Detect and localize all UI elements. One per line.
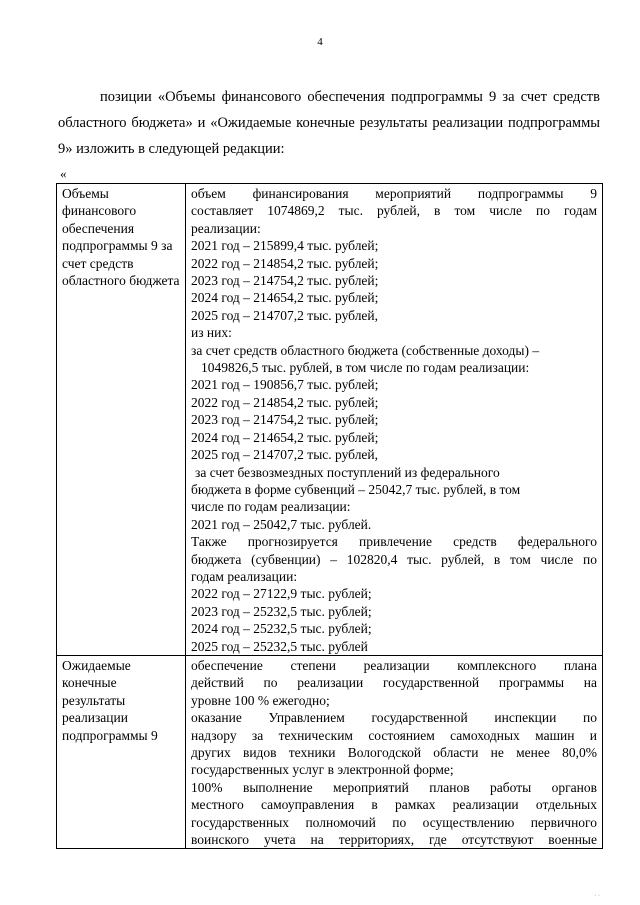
page-number: 4 xyxy=(317,36,323,48)
scan-mark: · · xyxy=(594,893,600,899)
financing-line: годам реализации: xyxy=(191,568,298,584)
financing-line: 2022 год – 27122,9 тыс. рублей; xyxy=(191,586,372,602)
financing-line: 2023 год – 214754,2 тыс. рублей; xyxy=(191,412,379,428)
financing-line: 2025 год – 214707,2 тыс. рублей, xyxy=(191,447,379,463)
open-quote: « xyxy=(60,166,67,181)
results-line: государственных услуг в электронной форме; xyxy=(191,762,454,778)
intro-paragraph xyxy=(58,84,600,162)
financing-line: 2021 год – 25042,7 тыс. рублей. xyxy=(191,516,372,532)
results-content xyxy=(186,655,603,848)
financing-line: бюджета в форме субвенций – 25042,7 тыс. рублей, в том xyxy=(191,481,521,497)
financing-line: составляет 1074869,2 тыс. рублей, в том числе по годам xyxy=(191,203,597,219)
subprogram-table xyxy=(56,183,603,849)
table-row-results xyxy=(57,655,603,848)
financing-line: 2024 год – 25232,5 тыс. рублей; xyxy=(191,621,372,637)
financing-line: 2025 год – 214707,2 тыс. рублей, xyxy=(191,307,379,323)
table-row-financing xyxy=(57,184,603,656)
financing-line: 2023 год – 214754,2 тыс. рублей; xyxy=(191,273,379,289)
financing-line: 2021 год – 190856,7 тыс. рублей; xyxy=(191,377,379,393)
financing-line: 2021 год – 215899,4 тыс. рублей; xyxy=(191,238,379,254)
financing-line: 1049826,5 тыс. рублей, в том числе по годам реализации: xyxy=(201,360,530,376)
results-line: действий по реализации государственной программы на xyxy=(191,675,597,691)
results-label: Ожидаемые конечные результаты реализации подпрограммы 9 xyxy=(57,655,186,848)
financing-label: Объемы финансового обеспечения подпрограммы 9 за счет средств областного бюджета xyxy=(57,184,186,656)
intro-text: позиции «Объемы финансового обеспечения подпрограммы 9 за счет средств областного бюджета» и «Ожидаемые конечные результаты реализации подпрограммы 9» изложить в следующей редакции: xyxy=(58,89,600,157)
financing-line: бюджета (субвенции) – 102820,4 тыс. рублей, в том числе по xyxy=(191,551,597,567)
financing-content xyxy=(186,184,603,656)
results-line: других видов техники Вологодской области не менее 80,0% xyxy=(191,745,597,760)
financing-line: числе по годам реализации: xyxy=(191,499,351,515)
financing-line: из них: xyxy=(191,325,232,341)
financing-line: за счет средств областного бюджета (собственные доходы) – xyxy=(191,342,540,358)
financing-line: реализации: xyxy=(191,220,261,236)
results-line: местного самоуправления в рамках реализации отдельных xyxy=(191,797,597,813)
financing-line: 2024 год – 214654,2 тыс. рублей; xyxy=(191,429,379,445)
financing-line: за счет безвозмездных поступлений из федерального xyxy=(195,464,500,480)
results-line: надзору за техническим состоянием самоходных машин и xyxy=(191,727,597,743)
results-line: 100% выполнение мероприятий планов работы органов xyxy=(191,779,597,795)
financing-line: Также прогнозируется привлечение средств федерального xyxy=(191,534,597,550)
financing-line: 2022 год – 214854,2 тыс. рублей; xyxy=(191,255,379,271)
results-line: обеспечение степени реализации комплексного плана xyxy=(191,657,597,673)
financing-line: 2023 год – 25232,5 тыс. рублей; xyxy=(191,603,372,619)
results-line: государственных полномочий по осуществлению первичного xyxy=(191,814,597,830)
financing-line: 2024 год – 214654,2 тыс. рублей; xyxy=(191,290,379,306)
results-line: воинского учета на территориях, где отсутствуют военные xyxy=(191,832,597,848)
financing-line: 2025 год – 25232,5 тыс. рублей xyxy=(191,638,368,654)
financing-line: объем финансирования мероприятий подпрограммы 9 xyxy=(191,186,597,201)
financing-line: 2022 год – 214854,2 тыс. рублей; xyxy=(191,394,379,410)
results-line: оказание Управлением государственной инспекции по xyxy=(191,710,597,726)
results-line: уровне 100 % ежегодно; xyxy=(191,692,330,708)
